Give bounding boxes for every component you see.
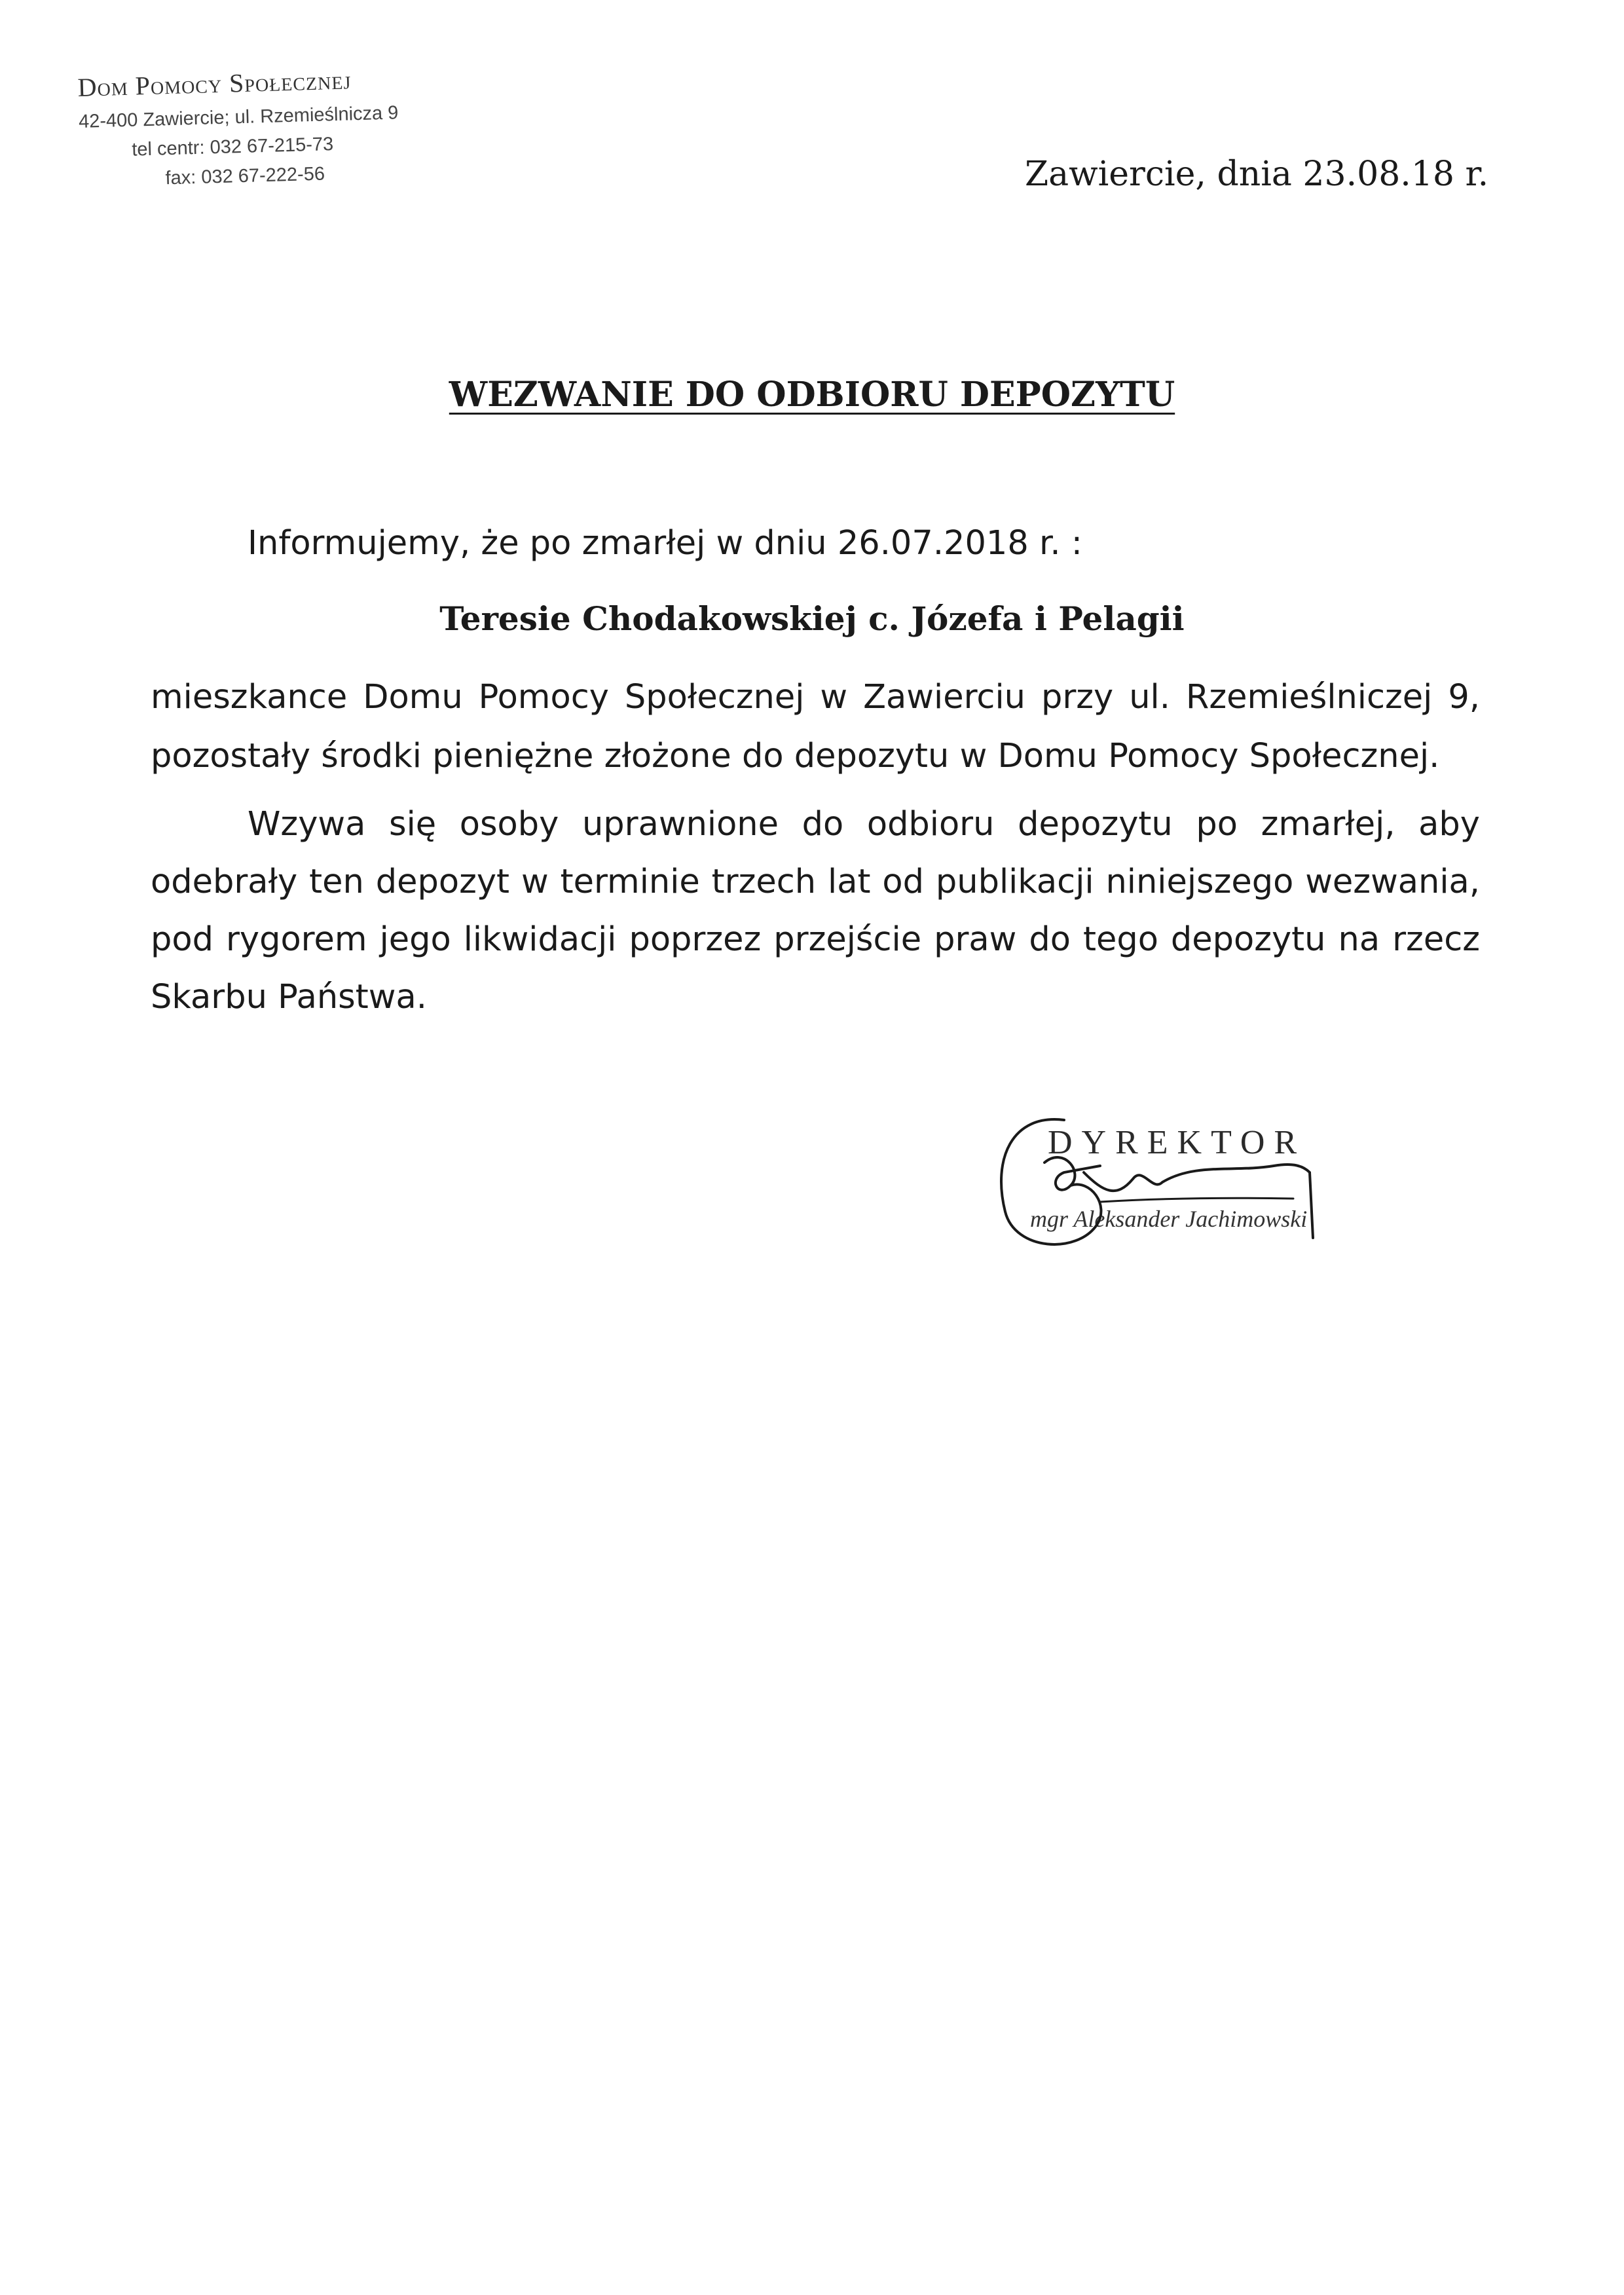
organization-address: 42-400 Zawiercie; ul. Rzemieślnicza 9 bbox=[78, 102, 399, 132]
organization-fax: fax: 032 67-222-56 bbox=[165, 163, 325, 189]
date-line: Zawiercie, dnia 23.08.18 r. bbox=[1025, 155, 1489, 194]
deceased-name: Teresie Chodakowskiej c. Józefa i Pelagii bbox=[439, 599, 1185, 638]
director-signature-stamp bbox=[986, 1100, 1405, 1271]
paragraph-residence: mieszkance Domu Pomocy Społecznej w Zawierciu przy ul. Rzemieślniczej 9, pozostały środki pieniężne złożone do depozytu w Domu Pomocy Społecznej. bbox=[151, 678, 1480, 775]
signature-title: DYREKTOR bbox=[1048, 1124, 1306, 1161]
organization-phone: tel centr: 032 67-215-73 bbox=[131, 134, 334, 160]
document-title: WEZWANIE DO ODBIORU DEPOZYTU bbox=[449, 375, 1175, 415]
intro-line: Informujemy, że po zmarłej w dniu 26.07.2018 r. : bbox=[248, 524, 1082, 563]
organization-name: Dom Pomocy Społecznej bbox=[77, 65, 352, 102]
paragraph-summons: Wzywa się osoby uprawnione do odbioru depozytu po zmarłej, aby odebrały ten depozyt w terminie trzech lat od publikacji niniejszego wezwania, pod rygorem jego likwidacji poprzez przejście praw do tego depozytu na rzecz Skarbu Państwa. bbox=[151, 805, 1480, 1017]
signature-name: mgr Aleksander Jachimowski bbox=[1030, 1206, 1308, 1232]
letterhead-stamp bbox=[77, 61, 473, 203]
handwritten-signature-icon bbox=[986, 1100, 1405, 1271]
